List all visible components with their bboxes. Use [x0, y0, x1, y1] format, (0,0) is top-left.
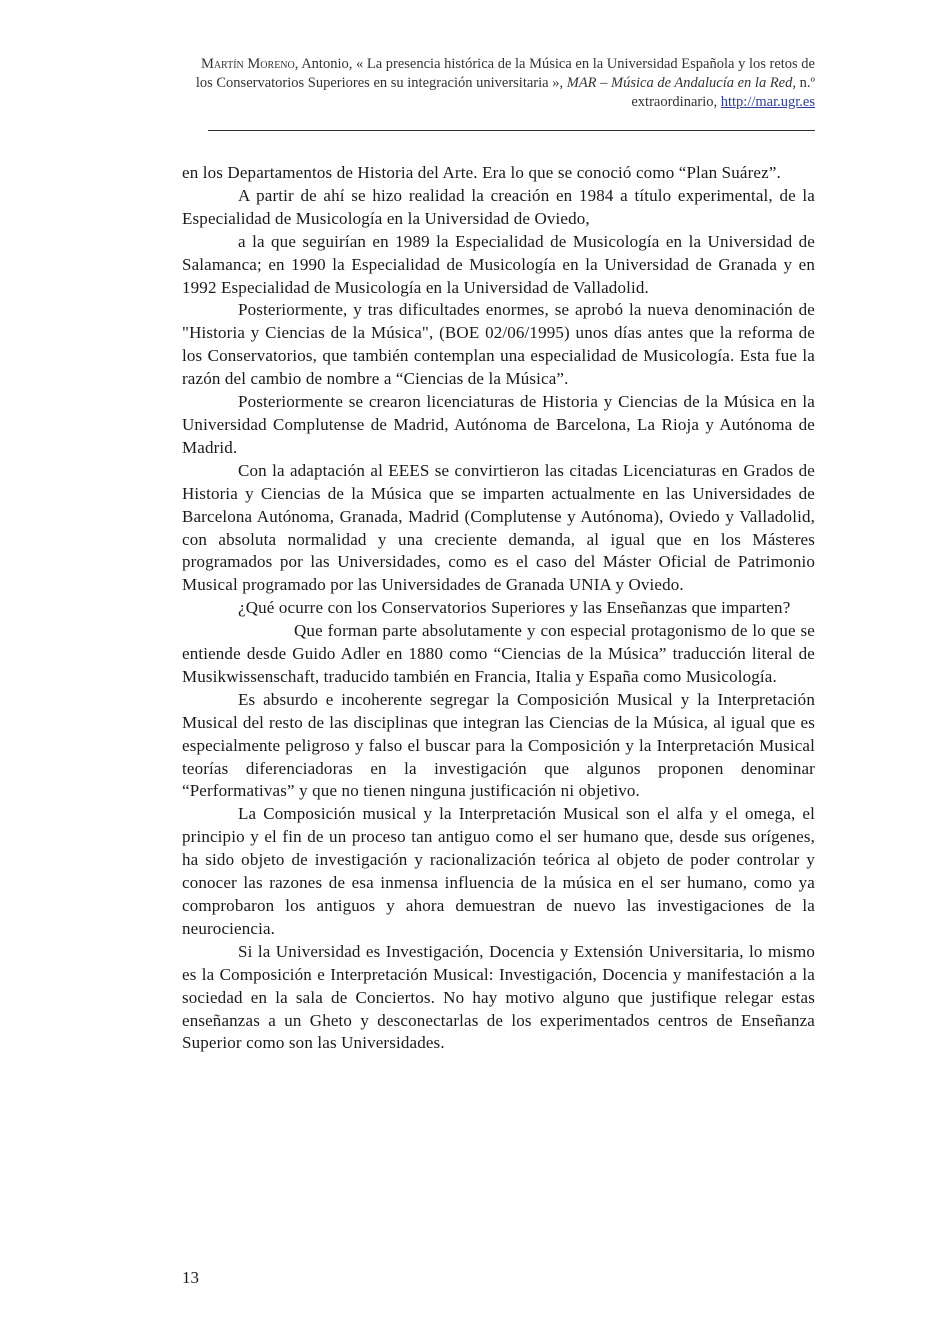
header-journal: MAR – Música de Andalucía en la Red, — [566, 75, 796, 91]
body-text — [182, 162, 815, 1055]
paragraph: A partir de ahí se hizo realidad la creación en 1984 a título experimental, de la Especialidad de Musicología en la Universidad de Oviedo, — [182, 185, 815, 228]
paragraph: Es absurdo e incoherente segregar la Composición Musical y la Interpretación Musical del resto de las disciplinas que integran las Ciencias de la Música, al igual que es especialmente peligroso y falso el buscar para la Composición y la Interpretación Musical teorías diferenciadoras en la investigación que algunos proponen denominar “Performativas” y que no tienen ninguna justificación ni objetivo. — [182, 689, 815, 801]
paragraph: Que forman parte absolutamente y con especial protagonismo de lo que se entiende desde Guido Adler en 1880 como “Ciencias de la Música” traducción literal de Musikwissenschaft, traducido también en Francia, Italia y España como Musicología. — [182, 621, 815, 686]
paragraph: Con la adaptación al EEES se convirtieron las citadas Licenciaturas en Grados de Historia y Ciencias de la Música que se imparten actualmente en las Universidades de Barcelona Autónoma, Granada, Madrid (Complutense y Autónoma), Oviedo y Valladolid, con absoluta normalidad y una creciente demanda, al igual que en los Másteres programados por las Universidades, como es el caso del Máster Oficial de Patrimonio Musical programado por las Universidades de Granada UNIA y Oviedo. — [182, 460, 815, 595]
paragraph: Posteriormente, y tras dificultades enormes, se aprobó la nueva denominación de "Historia y Ciencias de la Música", (BOE 02/06/1995) unos días antes que la reforma de los Conservatorios, que también contemplan una especialidad de Musicología. Esta fue la razón del cambio de nombre a “Ciencias de la Música”. — [182, 300, 815, 389]
paragraph: a la que seguirían en 1989 la Especialidad de Musicología en la Universidad de Salamanca; en 1990 la Especialidad de Musicología en la Universidad de Granada y en 1992 Especialidad de Musicología en la Universidad de Valladolid. — [182, 231, 815, 297]
paragraph: La Composición musical y la Interpretación Musical son el alfa y el omega, el principio y el fin de un proceso tan antiguo como el ser humano que, desde sus orígenes, ha sido objeto de investigación y racionalización teórica al objeto de poder controlar y conocer las razones de esa inmensa influencia de la música en el ser humano, como ya comprobaron los antiguos y ahora demuestran de nuevo las investigaciones de la neurociencia. — [182, 804, 815, 938]
paragraph: Posteriormente se crearon licenciaturas de Historia y Ciencias de la Música en la Universidad Complutense de Madrid, Autónoma de Barcelona, La Rioja y Autónoma de Madrid. — [182, 392, 815, 457]
running-header — [182, 55, 815, 112]
paragraph: en los Departamentos de Historia del Arte. Era lo que se conoció como “Plan Suárez”. — [182, 163, 781, 182]
header-issue: n.º extraordinario, — [631, 75, 815, 110]
header-divider — [208, 130, 815, 131]
header-link[interactable]: http://mar.ugr.es — [720, 94, 815, 110]
page-number: 13 — [182, 1268, 199, 1287]
header-citation: , Antonio, « La presencia histórica de la Música en la Universidad Española y los retos de los Conservatorios Superiores en su integración universitaria », — [195, 56, 815, 91]
header-author-surname: Martín Moreno — [200, 56, 295, 72]
paragraph: Si la Universidad es Investigación, Docencia y Extensión Universitaria, lo mismo es la Composición e Interpretación Musical: Investigación, Docencia y manifestación a la sociedad en la sala de Conciertos. No hay motivo alguno que justifique relegar estas enseñanzas a un Gheto y desconectarlas de los experimentados centros de Enseñanza Superior como son las Universidades. — [182, 941, 815, 1053]
paragraph: ¿Qué ocurre con los Conservatorios Superiores y las Enseñanzas que imparten? — [238, 598, 791, 618]
